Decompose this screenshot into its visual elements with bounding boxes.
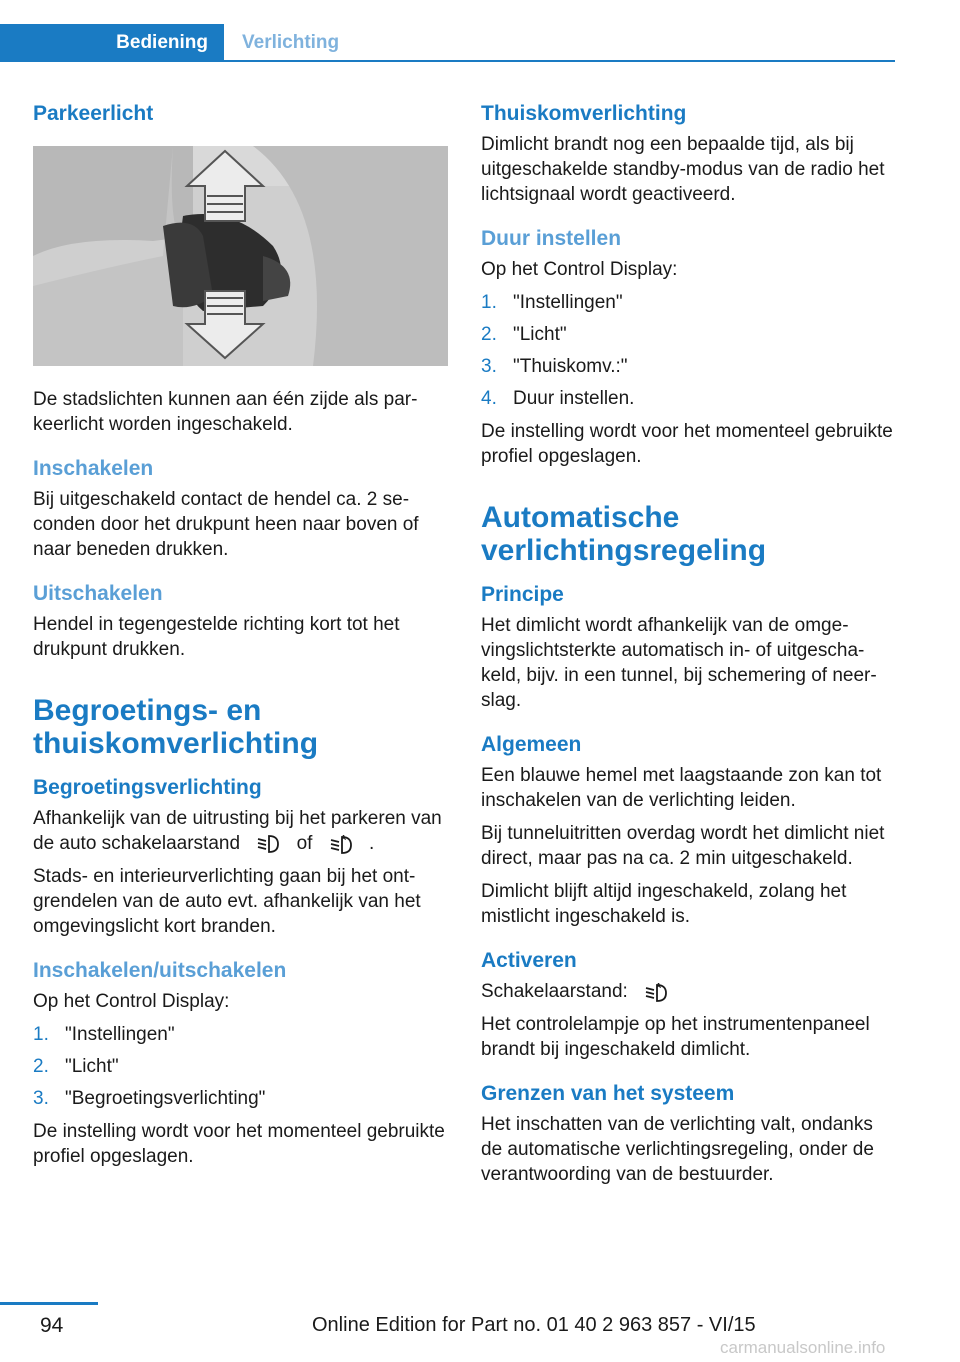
activeren-body2: Het controlelampje op het instrumentenpaneel brandt bij ingeschakeld dimlicht. <box>481 1014 870 1060</box>
tab-bediening[interactable]: Bediening <box>0 24 224 62</box>
heading-uitschakelen: Uitschakelen <box>33 582 163 605</box>
step-text: "Instellingen" <box>65 1024 175 1045</box>
step-text: "Thuiskomv.:" <box>513 356 628 377</box>
list-item <box>481 354 896 379</box>
duur-outro: De instelling wordt voor het momenteel gebruikte profiel opgeslagen. <box>481 421 893 467</box>
low-beam-icon <box>255 833 281 855</box>
principe-body: Het dimlicht wordt afhankelijk van de omgevingslichtsterkte automatisch in- of uitgeschakeld, bijv. in een tunnel, bij schemering of neerslag. <box>481 615 877 711</box>
list-item <box>33 1054 448 1079</box>
step-text: "Begroetingsverlichting" <box>65 1088 266 1109</box>
header-tabbar <box>0 24 895 62</box>
algemeen-p3: Dimlicht blijft altijd ingeschakeld, zolang het mistlicht ingeschakeld is. <box>481 881 847 927</box>
inschakelen-body: Bij uitgeschakeld contact de hendel ca. 2 seconden door het drukpunt heen naar boven of naar beneden drukken. <box>33 489 419 560</box>
footer-rule <box>0 1302 98 1305</box>
begroetingsverlichting-body <box>33 806 448 856</box>
step-number: 2. <box>33 1056 49 1077</box>
tab-verlichting[interactable]: Verlichting <box>242 32 340 53</box>
edition-text: Online Edition for Part no. 01 40 2 963 857 - VI/15 <box>312 1314 756 1336</box>
step-text: "Licht" <box>65 1056 119 1077</box>
begroetingsverlichting-body2: Stads- en interieurverlichting gaan bij het ontgrendelen van de auto evt. afhankelijk van het omgevingslicht kort branden. <box>33 866 421 937</box>
activeren-body-pre: Schakelaarstand: <box>481 981 628 1002</box>
step-number: 2. <box>481 324 497 345</box>
list-item <box>481 322 896 347</box>
grenzen-body: Het inschatten van de verlichting valt, ondanks de automatische verlichtingsregeling, onder de verantwoording van de bestuurder. <box>481 1114 874 1185</box>
heading-grenzen: Grenzen van het systeem <box>481 1082 735 1105</box>
step-text: "Instellingen" <box>513 292 623 313</box>
lever-illustration <box>33 146 448 366</box>
step-number: 1. <box>481 292 497 313</box>
header-rule <box>224 60 895 62</box>
in-uit-intro: Op het Control Display: <box>33 991 230 1012</box>
uitschakelen-body: Hendel in tegengestelde richting kort tot het drukpunt drukken. <box>33 614 400 660</box>
left-column <box>33 100 448 1177</box>
in-uit-steps <box>33 1022 448 1111</box>
auto-light-icon <box>328 833 354 855</box>
heading-thuiskomverlichting: Thuiskomverlichting <box>481 102 687 125</box>
duur-steps <box>481 290 896 411</box>
in-uit-outro: De instelling wordt voor het momenteel gebruikte profiel opgeslagen. <box>33 1121 445 1167</box>
heading-principe: Principe <box>481 583 564 606</box>
svg-text:A: A <box>340 834 346 842</box>
svg-text:A: A <box>656 982 662 990</box>
step-number: 3. <box>33 1088 49 1109</box>
right-column <box>481 100 896 1195</box>
heading-begroetings: Begroetings- en thuiskomverlichting <box>33 694 319 760</box>
step-text: Duur instellen. <box>513 388 635 409</box>
heading-in-uit: Inschakelen/uitschakelen <box>33 959 287 982</box>
begroetingsverlichting-body-mid: of <box>296 833 313 854</box>
heading-automatische-verlichtingsregeling: Automatische verlichtingsregeling <box>481 501 767 567</box>
algemeen-p1: Een blauwe hemel met laagstaande zon kan tot inschakelen van de verlichting leiden. <box>481 765 882 811</box>
auto-light-icon <box>643 981 669 1003</box>
heading-parkeerlicht: Parkeerlicht <box>33 102 154 125</box>
list-item <box>33 1086 448 1111</box>
begroetingsverlichting-body-post: . <box>369 833 375 854</box>
watermark: carmanualsonline.info <box>720 1338 886 1357</box>
step-number: 1. <box>33 1024 49 1045</box>
thuiskom-body: Dimlicht brandt nog een bepaalde tijd, als bij uitgeschakelde standby-modus van de radio het lichtsignaal wordt geactiveerd. <box>481 134 885 205</box>
begroetingsverlichting-body-pre: Afhankelijk van de uitrusting bij het parkeren van de auto schakelaarstand <box>33 808 442 854</box>
algemeen-p2: Bij tunneluitritten overdag wordt het dimlicht niet direct, maar pas na ca. 2 min uitgeschakeld. <box>481 823 885 869</box>
step-number: 4. <box>481 388 497 409</box>
heading-algemeen: Algemeen <box>481 733 582 756</box>
heading-begroetingsverlichting: Begroetingsverlichting <box>33 776 262 799</box>
parkeerlicht-body: De stadslichten kunnen aan één zijde als parkeerlicht worden ingeschakeld. <box>33 389 418 435</box>
list-item <box>481 386 896 411</box>
duur-intro: Op het Control Display: <box>481 259 678 280</box>
page-number: 94 <box>40 1314 64 1337</box>
step-number: 3. <box>481 356 497 377</box>
step-text: "Licht" <box>513 324 567 345</box>
heading-inschakelen: Inschakelen <box>33 457 154 480</box>
list-item <box>481 290 896 315</box>
heading-duur-instellen: Duur instellen <box>481 227 622 250</box>
heading-activeren: Activeren <box>481 949 577 972</box>
list-item <box>33 1022 448 1047</box>
activeren-body <box>481 979 896 1004</box>
